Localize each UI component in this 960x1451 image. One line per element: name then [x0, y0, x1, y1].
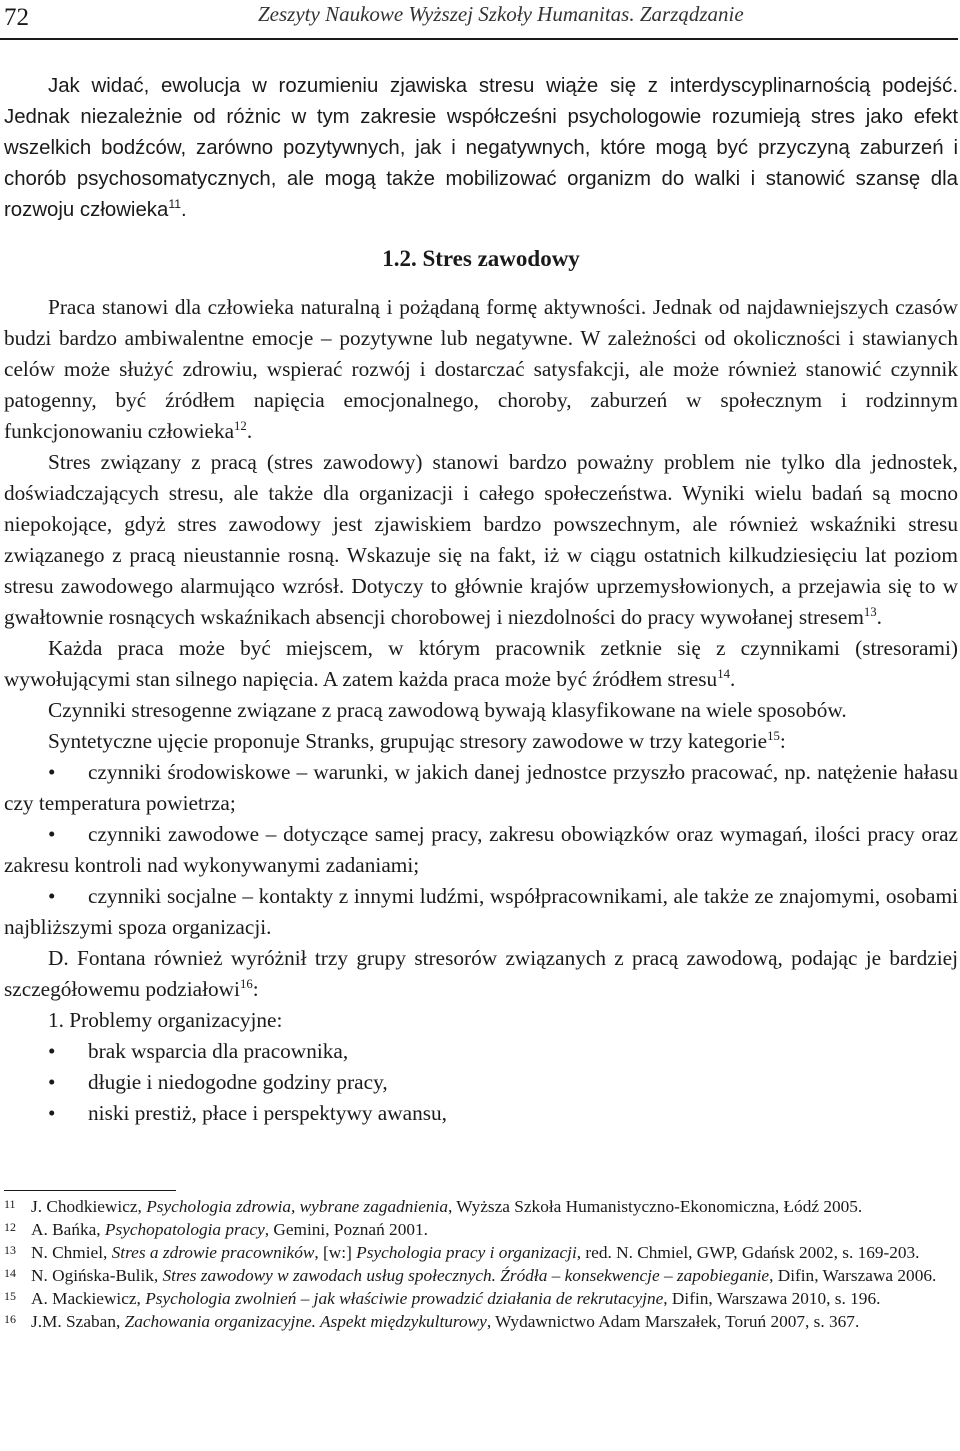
paragraph: Praca stanowi dla człowieka naturalną i pożądaną formę aktywności. Jednak od najdawniejszych czasów budzi bardzo ambiwalentne emocje – pozytywne lub negatywne. W zależności od okoliczności i stawianych celów może służyć zdrowiu, wspierać rozwój i dostarczać satysfakcji, ale może również stanowić czynnik patogenny, być źródłem napięcia emocjonalnego, choroby, zaburzeń w społecznym i rodzinnym funkcjonowaniu człowieka$^{12}$.	[4, 295, 958, 443]
footnote-number: 15	[4, 1289, 16, 1303]
footnote-ref[interactable]: 14	[717, 666, 730, 681]
page-number: 72	[4, 4, 29, 31]
footnote: 12 A. Bańka, Psychopatologia pracy, Gemini, Poznań 2001.	[4, 1220, 428, 1239]
list-item: •czynniki zawodowe – dotyczące samej pracy, zakresu obowiązków oraz wymagań, ilości pracy oraz zakresu kontroli nad wykonywanymi zadaniami;	[4, 819, 958, 881]
footnote-ref[interactable]: 16	[239, 976, 253, 991]
footnote-number: 11	[4, 1197, 16, 1211]
bullet-icon	[4, 881, 88, 912]
bullet-icon	[4, 819, 88, 850]
footnote-number: 12	[4, 1220, 16, 1234]
list-item: •brak wsparcia dla pracownika,	[4, 1036, 958, 1067]
bullet-icon	[4, 757, 88, 788]
journal-title: Zeszyty Naukowe Wyższej Szkoły Humanitas. Zarządzanie	[258, 2, 744, 26]
list-item: •długie i niedogodne godziny pracy,	[4, 1067, 958, 1098]
footnote-ref[interactable]: 15	[767, 728, 780, 743]
bullet-icon	[4, 1067, 88, 1098]
paragraph: Stres związany z pracą (stres zawodowy) stanowi bardzo poważny problem nie tylko dla jednostek, doświadczających stresu, ale także dla organizacji i całego społeczeństwa. Wyniki wielu badań są mocno niepokojące, gdyż stres zawodowy jest zjawiskiem bardzo powszechnym, ale również wskaźniki stresu związanego z pracą nieustannie rosną. Wskazuje się na fakt, iż w ciągu ostatnich kilkudziesięciu lat poziom stresu zawodowego alarmująco wzrósł. Dotyczy to głównie krajów uprzemysłowionych, a przejawia się to w gwałtownie rosnących wskaźnikach absencji chorobowej i niezdolności do pracy wywołanej stresem$^{13}$.	[4, 450, 958, 629]
footnotes	[4, 1195, 958, 1333]
footnote-separator	[4, 1190, 176, 1191]
footnote: 16 J.M. Szaban, Zachowania organizacyjne. Aspekt międzykulturowy, Wydawnictwo Adam Marszałek, Toruń 2007, s. 367.	[4, 1312, 860, 1331]
footnote-number: 16	[4, 1312, 16, 1326]
organizational-problems-list	[4, 1036, 958, 1129]
list-item: •niski prestiż, płace i perspektywy awansu,	[4, 1098, 958, 1129]
paragraph: Czynniki stresogenne związane z pracą zawodową bywają klasyfikowane na wiele sposobów.	[48, 698, 847, 722]
page-header	[0, 0, 960, 40]
list-item: •czynniki środowiskowe – warunki, w jakich danej jednostce przyszło pracować, np. natężenie hałasu czy temperatura powietrza;	[4, 757, 958, 819]
footnote: 15 A. Mackiewicz, Psychologia zwolnień – jak właściwie prowadzić działania de rekrutacyjne, Difin, Warszawa 2010, s. 196.	[4, 1289, 881, 1308]
main-text	[4, 71, 958, 1129]
footnote-number: 13	[4, 1243, 16, 1257]
footnote: 11 J. Chodkiewicz, Psychologia zdrowia, wybrane zagadnienia, Wyższa Szkoła Humanistyczno-Ekonomiczna, Łódź 2005.	[4, 1197, 863, 1216]
paragraph: D. Fontana również wyróżnił trzy grupy stresorów związanych z pracą zawodową, podając je bardziej szczegółowemu podziałowi$^{16}$:	[4, 946, 958, 1001]
footnote: 13 N. Chmiel, Stres a zdrowie pracowników, [w:] Psychologia pracy i organizacji, red. N. Chmiel, GWP, Gdańsk 2002, s. 169-203.	[4, 1243, 920, 1262]
section-heading: 1.2. Stres zawodowy	[382, 246, 580, 271]
header-rule	[0, 38, 958, 40]
list-item: •czynniki socjalne – kontakty z innymi ludźmi, współpracownikami, ale także ze znajomymi, osobami najbliższymi spoza organizacji.	[4, 881, 958, 943]
footnote-ref[interactable]: 13	[863, 604, 877, 619]
footnote-number: 14	[4, 1266, 16, 1280]
paragraph: Jak widać, ewolucja w rozumieniu zjawiska stresu wiąże się z interdyscyplinarnością podejść. Jednak niezależnie od różnic w tym zakresie współcześni psychologowie rozumieją stres jako efekt wszelkich bodźców, zarówno pozytywnych, jak i negatywnych, które mogą być przyczyną zaburzeń i chorób psychosomatycznych, ale mogą także mobilizować organizm do walki i stanowić szansę dla rozwoju człowieka$^{11}$.	[4, 75, 958, 221]
paragraph: Syntetyczne ujęcie proponuje Stranks, grupując stresory zawodowe w trzy kategorie$^{15}$:	[48, 728, 786, 753]
stressor-category-list	[4, 757, 958, 943]
footnote-ref[interactable]: 12	[234, 418, 247, 433]
footnote: 14 N. Ogińska-Bulik, Stres zawodowy w zawodach usług społecznych. Źródła – konsekwencje – zapobieganie, Difin, Warszawa 2006.	[4, 1266, 937, 1285]
bullet-icon	[4, 1098, 88, 1129]
numbered-item: 1. Problemy organizacyjne:	[48, 1008, 283, 1032]
footnote-ref[interactable]: 11	[168, 197, 182, 212]
bullet-icon	[4, 1036, 88, 1067]
paragraph: Każda praca może być miejscem, w którym pracownik zetknie się z czynnikami (stresorami) wywołującymi stan silnego napięcia. A zatem każda praca może być źródłem stresu$^{14}$.	[4, 636, 958, 691]
